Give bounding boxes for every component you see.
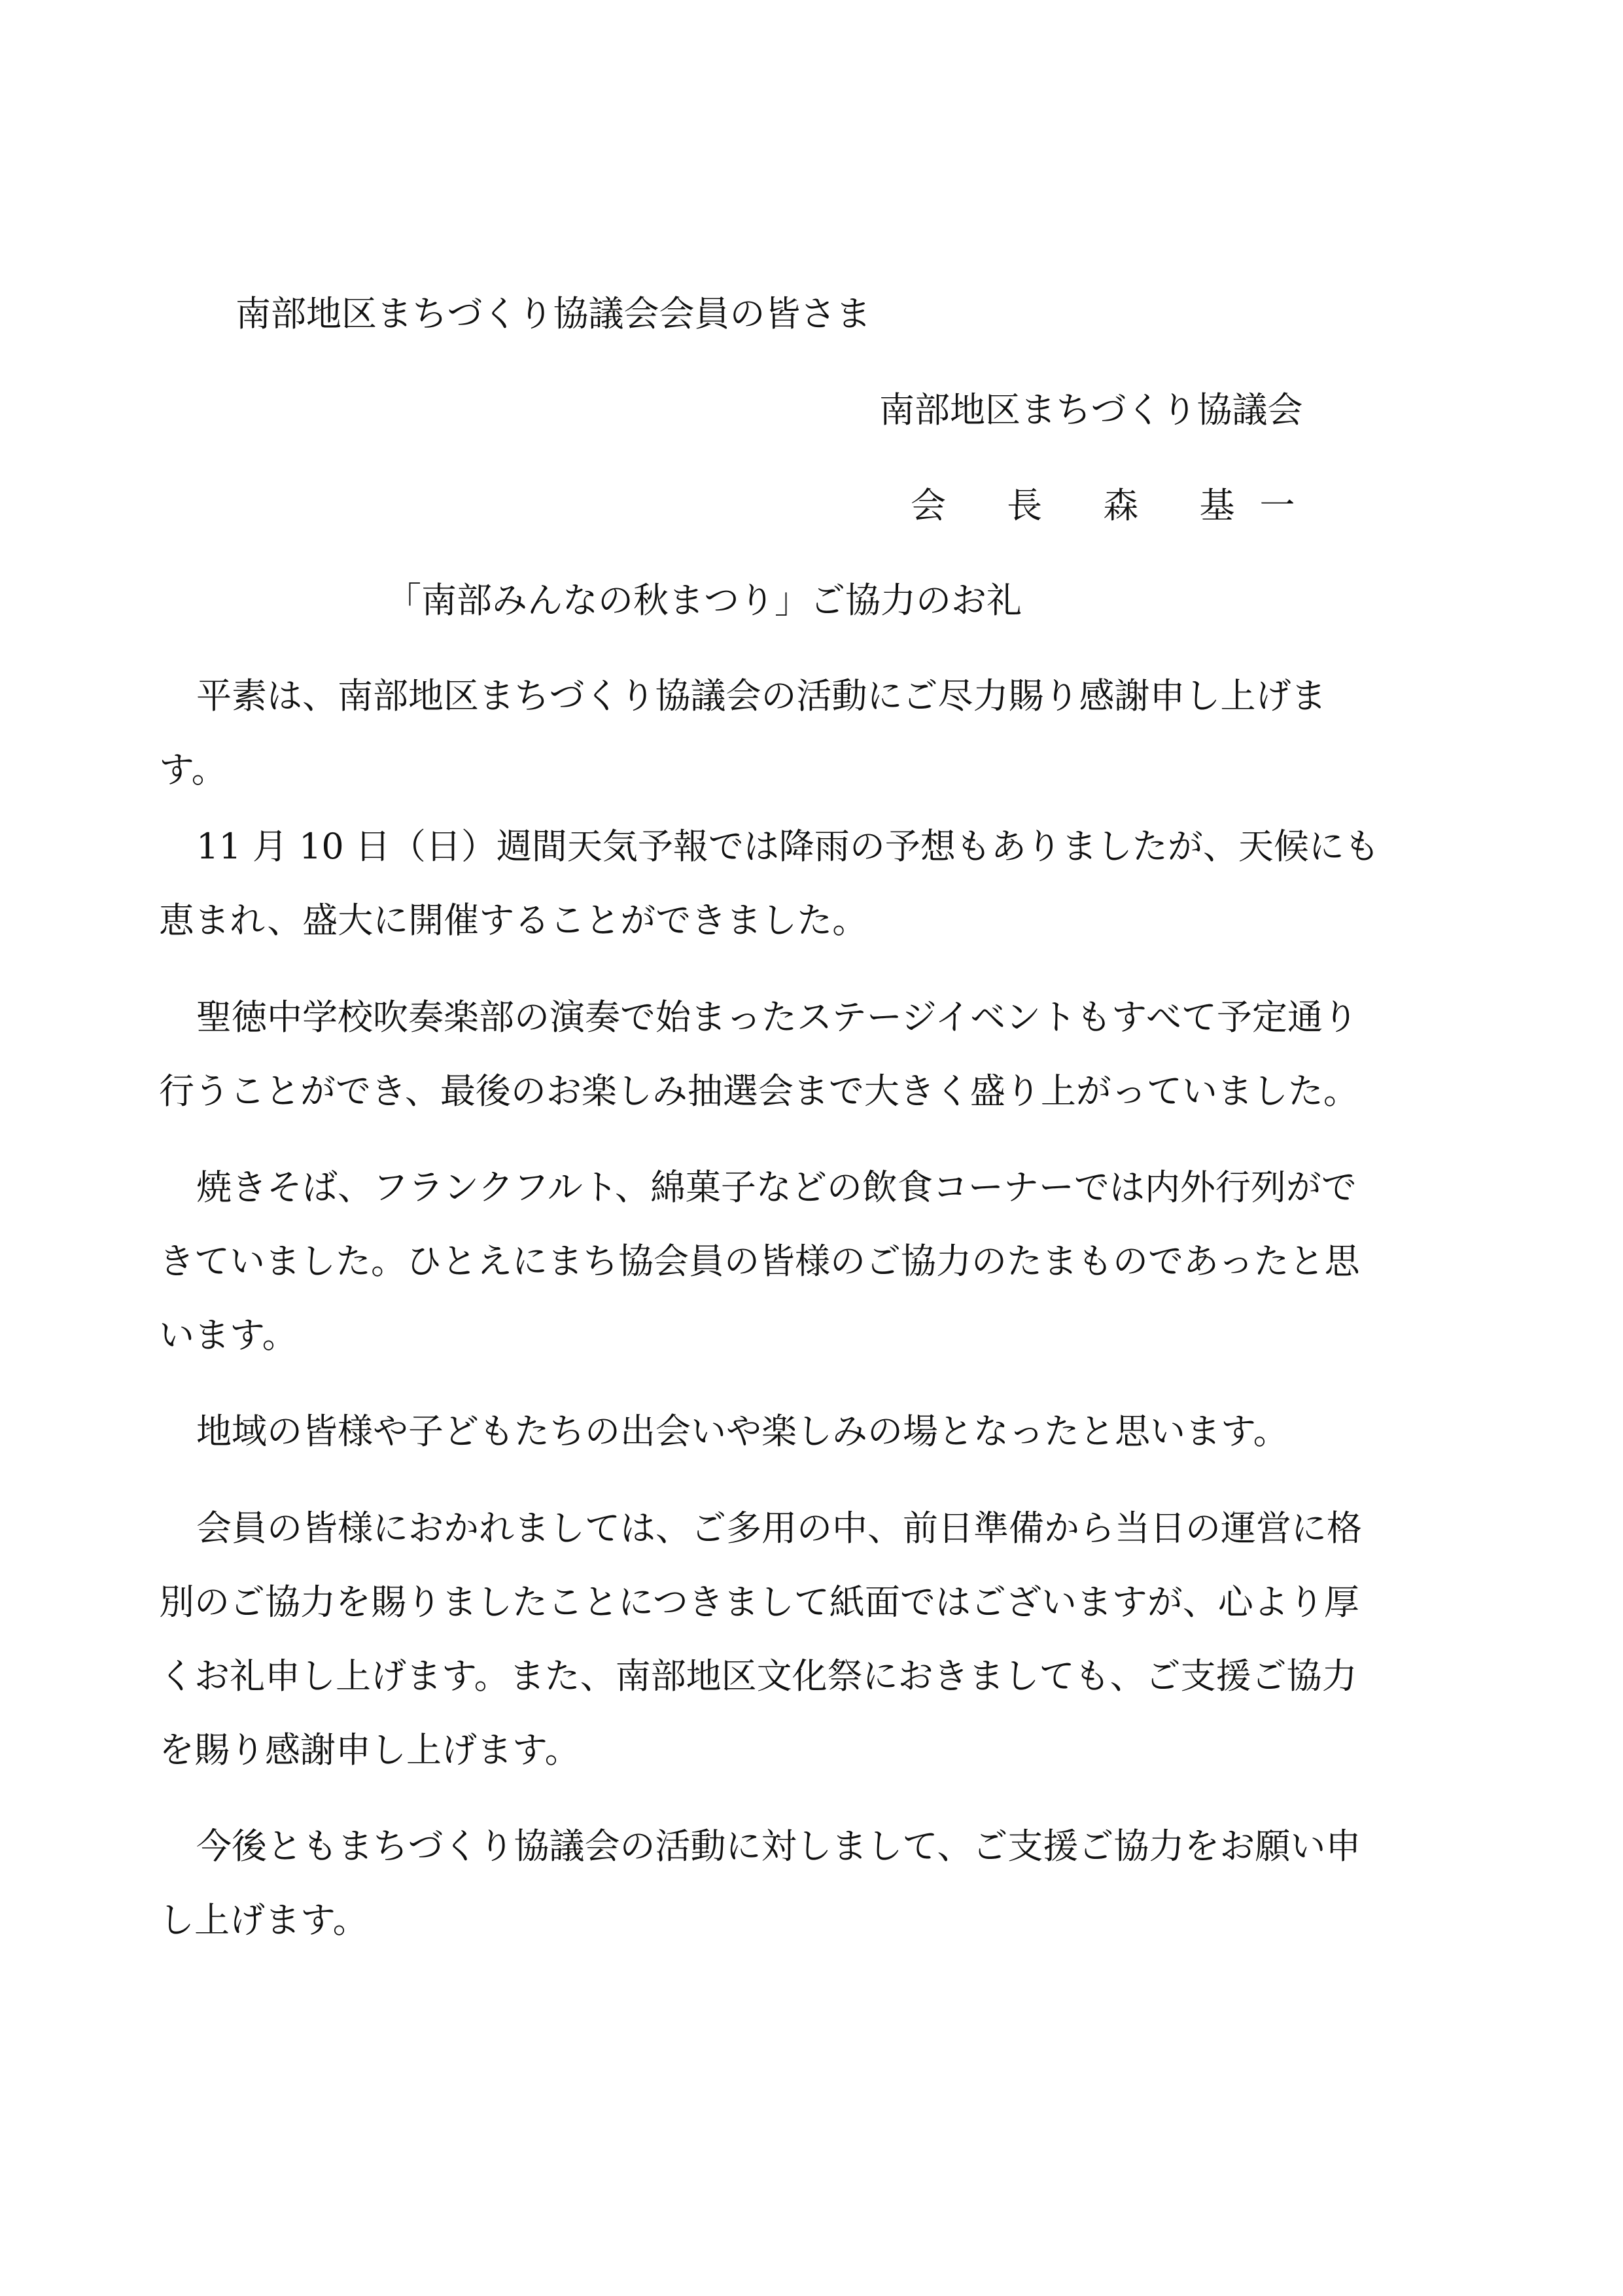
paragraph-line: を賜り感謝申し上げます。 [159,1729,580,1771]
paragraph-line: し上げます。 [159,1899,368,1941]
paragraph-line: す。 [159,749,227,790]
paragraph-line: 行うことができ、最後のお楽しみ抽選会まで大きく盛り上がっていました。 [159,1070,1359,1112]
paragraph-line: 焼きそば、フランクフルト、綿菓子などの飲食コーナーでは内外行列がで [196,1167,1357,1208]
paragraph-line: くお礼申し上げます。また、南部地区文化祭におきましても、ご支援ご協力 [159,1655,1357,1697]
paragraph-line: 別のご協力を賜りましたことにつきまして紙面ではございますが、心より厚 [159,1581,1359,1623]
paragraph-line: います。 [159,1315,298,1356]
paragraph-line: 地域の皆様や子どもたちの出会いや楽しみの場となったと思います。 [196,1411,1289,1452]
paragraph-line: きていました。ひとえにまち協会員の皆様のご協力のたまものであったと思 [159,1241,1360,1282]
paragraph-line: 聖徳中学校吹奏楽部の演奏で始まったステージイベントもすべて予定通り [196,997,1359,1038]
paragraph-line: 会員の皆様におかれましては、ご多用の中、前日準備から当日の運営に格 [196,1508,1362,1549]
paragraph-line: 11 月 10 日（日）週間天気予報では降雨の予想もありましたが、天候にも [196,826,1380,867]
sender-organization: 南部地区まちづくり協議会 [879,389,1303,431]
sender-name: 会 長 森 基一 [911,485,1320,526]
addressee: 南部地区まちづくり協議会会員の皆さま [236,293,871,334]
letter-title: 「南部みんなの秋まつり」ご協力のお礼 [386,580,1022,621]
paragraph-line: 今後ともまちづくり協議会の活動に対しまして、ご支援ご協力をお願い申 [196,1826,1361,1867]
paragraph-line: 恵まれ、盛大に開催することができました。 [159,900,868,941]
paragraph-line: 平素は、南部地区まちづくり協議会の活動にご尽力賜り感謝申し上げま [196,675,1327,716]
